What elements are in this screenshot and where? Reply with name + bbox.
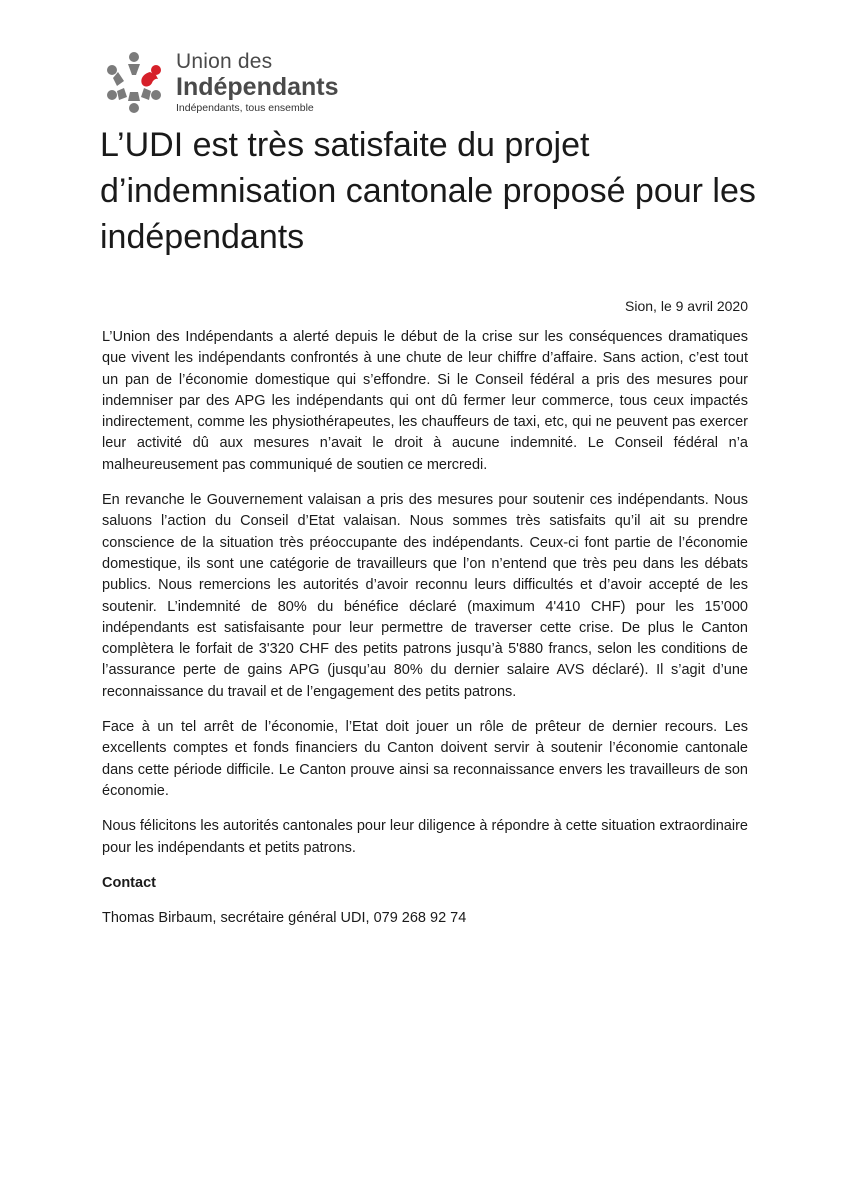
contact-heading: Contact [102, 874, 156, 891]
udi-logo-mark [100, 48, 168, 116]
logo-name-line2: Indépendants [176, 73, 339, 101]
document-body [102, 327, 748, 929]
logo-figure-red [141, 65, 161, 87]
logo-figures-gray [107, 52, 161, 113]
organization-logo [100, 48, 340, 118]
paragraph: Nous félicitons les autorités cantonales pour leur diligence à répondre à cette situation extraordinaire pour les indépendants et petits patrons. [102, 818, 748, 856]
paragraph: Face à un tel arrêt de l’économie, l’Etat doit jouer un rôle de prêteur de dernier recours. Les excellents comptes et fonds financiers du Canton doivent servir à soutenir l’économie cantonale dans cette période difficile. Le Canton prouve ainsi sa reconnaissance envers les travailleurs de son économie. [102, 719, 748, 799]
paragraph: L’Union des Indépendants a alerté depuis le début de la crise sur les conséquences dramatiques que vivent les indépendants confrontés à une chute de leur chiffre d’affaire. Sans action, c’est tout un pan de l’économie domestique qui s’effondre. Si le Conseil fédéral a pris des mesures pour indemniser par des APG les indépendants qui ont dû fermer leur commerce, tous ceux impactés indirectement, comme les physiothérapeutes, les chauffeurs de taxi, etc, qui ne peuvent pas exercer leur activité dû aux mesures n’avait le droit à aucune indemnité. Le Conseil fédéral n’a malheureusement pas communiqué de soutien ce mercredi. [102, 329, 748, 473]
document-title: L’UDI est très satisfaite du projet d’indemnisation cantonale proposé pour les indépendants [100, 126, 756, 256]
document-date: Sion, le 9 avril 2020 [625, 298, 748, 314]
contact-details: Thomas Birbaum, secrétaire général UDI, 079 268 92 74 [102, 910, 467, 927]
logo-tagline: Indépendants, tous ensemble [176, 102, 314, 114]
logo-name-line1: Union des [176, 50, 273, 73]
paragraph: En revanche le Gouvernement valaisan a pris des mesures pour soutenir ces indépendants. Nous saluons l’action du Conseil d’Etat valaisan. Nous sommes très satisfaits qu’il ait su prendre conscience de la situation très préoccupante des indépendants. Ceux-ci font partie de l’économie domestique, ils sont une catégorie de travailleurs que l’on n’entend que très peu dans les débats publics. Nous remercions les autorités d’avoir reconnu leurs difficultés et d’avoir accepté de les soutenir. L’indemnité de 80% du bénéfice déclaré (maximum 4'410 CHF) pour les 15’000 indépendants est satisfaisante pour leur permettre de traverser cette crise. De plus le Canton complètera le forfait de 3'320 CHF des petits patrons jusqu’à 5'880 francs, selon les conditions de l’assurance perte de gains APG (jusqu’au 80% du dernier salaire AVS déclaré). Il s’agit d’une reconnaissance du travail et de l’engagement des petits patrons. [102, 492, 748, 700]
